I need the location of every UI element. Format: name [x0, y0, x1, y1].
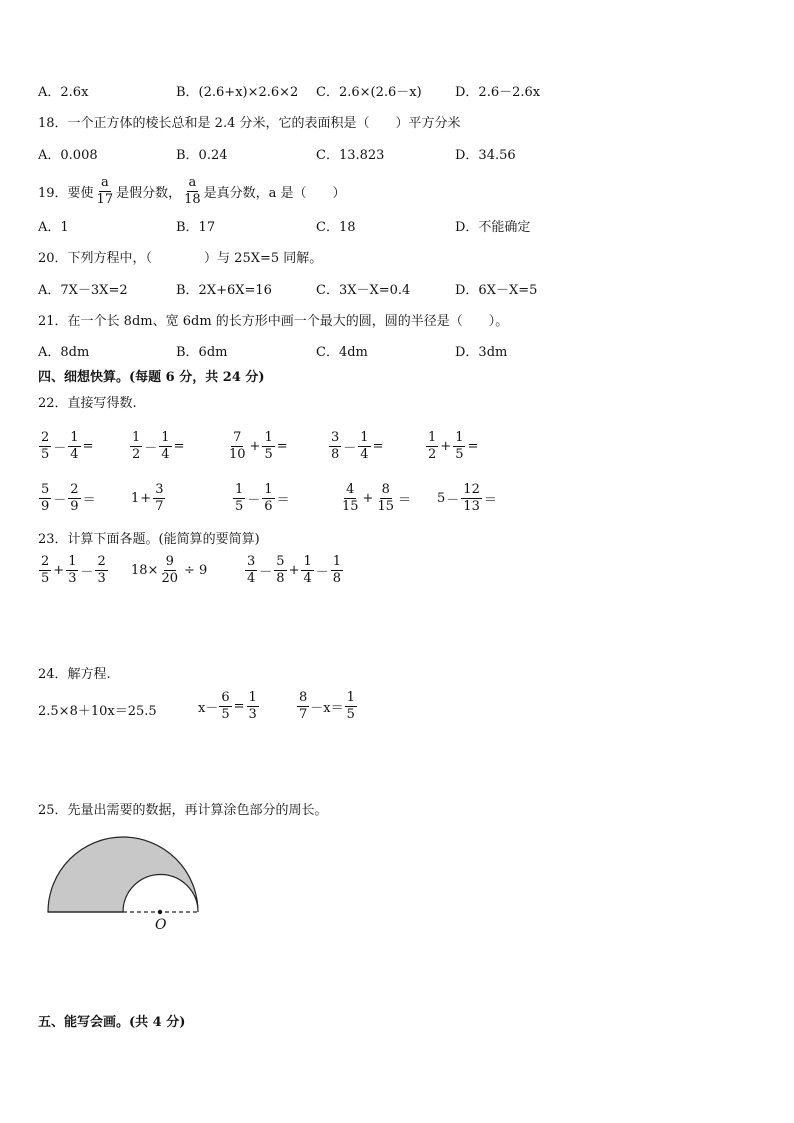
fraction — [358, 431, 370, 461]
fraction — [331, 555, 343, 585]
denominator: 5 — [235, 498, 244, 514]
fraction — [159, 555, 180, 585]
equals-sign: = — [82, 438, 94, 454]
numerator: 1 — [132, 430, 141, 445]
equals-sign: ＝ — [483, 492, 497, 508]
numerator: 1 — [264, 430, 273, 445]
denominator: 8 — [332, 570, 342, 586]
center-label: O — [155, 917, 167, 933]
q20-option-b: B．2X+6X=16 — [176, 283, 272, 298]
q19-prefix: 19．要使 — [38, 185, 94, 201]
q24-equation-2 — [198, 691, 260, 721]
operator: － — [144, 440, 158, 456]
fraction — [153, 483, 165, 513]
fraction — [262, 431, 274, 461]
denominator: 2 — [132, 446, 141, 462]
whole-number: 5 — [437, 490, 446, 506]
operator: － — [446, 492, 460, 508]
numerator: 9 — [165, 554, 174, 569]
q20-option-a: A．7X－3X=2 — [38, 283, 128, 298]
fraction — [66, 555, 78, 585]
q22-expression-3 — [226, 431, 289, 461]
operator: + — [362, 490, 374, 506]
q19-option-c: C．18 — [316, 220, 356, 235]
fraction — [340, 483, 361, 513]
denominator: 5 — [455, 446, 464, 462]
fraction — [375, 483, 396, 513]
denominator: 8 — [276, 570, 285, 586]
fraction — [39, 483, 51, 513]
numerator: 1 — [303, 554, 312, 569]
q18-option-a: A．0.008 — [38, 148, 98, 163]
denominator: 4 — [360, 446, 369, 462]
denominator: 4 — [70, 446, 79, 462]
denominator: 5 — [264, 446, 273, 462]
operator: + — [288, 562, 300, 578]
numerator: 1 — [235, 482, 244, 497]
operator: － — [343, 440, 357, 456]
operator: － — [53, 440, 67, 456]
fraction — [95, 555, 107, 585]
q19-fraction-a-17 — [95, 176, 116, 206]
denominator: 5 — [41, 446, 50, 462]
equals-sign: = — [467, 438, 479, 454]
fraction — [39, 431, 51, 461]
numerator: 3 — [247, 554, 256, 569]
fraction — [345, 691, 357, 721]
numerator: 5 — [276, 554, 285, 569]
whole-number: 1 — [131, 490, 140, 506]
numerator: 1 — [68, 554, 77, 569]
center-point — [158, 910, 162, 914]
equals-sign: = — [233, 698, 245, 714]
q22-expression-5 — [425, 431, 479, 461]
operator: － — [80, 564, 94, 580]
numerator: 4 — [346, 482, 355, 497]
q17-option-a: A．2.6x — [38, 85, 89, 100]
numerator: 1 — [346, 690, 355, 705]
denominator: 4 — [247, 570, 256, 586]
q20-option-c: C．3X－X=0.4 — [316, 283, 411, 298]
shaded-region — [48, 837, 198, 912]
numerator: 2 — [97, 554, 106, 569]
fraction — [426, 431, 438, 461]
operator: + — [53, 562, 65, 578]
q21-option-c: C．4dm — [316, 345, 368, 360]
fraction — [301, 555, 313, 585]
q22-expression-10 — [437, 483, 498, 513]
equals-sign: = — [276, 438, 288, 454]
q19-fraction-a-18 — [182, 176, 203, 206]
q19-option-b: B．17 — [176, 220, 216, 235]
q23-expression-1 — [38, 555, 109, 585]
denominator: 6 — [264, 498, 273, 514]
middle-term: －x＝ — [310, 700, 344, 716]
denominator: 10 — [229, 446, 246, 462]
numerator: 2 — [41, 554, 50, 569]
semicircle-figure — [40, 830, 210, 940]
q21-option-d: D．3dm — [455, 345, 508, 360]
numerator: 1 — [248, 690, 257, 705]
numerator: 7 — [233, 430, 242, 445]
fraction — [233, 483, 245, 513]
denominator: 7 — [299, 706, 308, 722]
equals-sign: ＝ — [82, 492, 96, 508]
numerator: 5 — [41, 482, 50, 497]
q19-question — [38, 176, 346, 206]
q23-expression-3 — [244, 555, 344, 585]
denominator: 15 — [342, 498, 359, 514]
q25-question: 25．先量出需要的数据，再计算涂色部分的周长。 — [38, 803, 328, 818]
q21-question: 21．在一个长 8dm、宽 6dm 的长方形中画一个最大的圆，圆的半径是（ ）。 — [38, 314, 509, 329]
numerator: 1 — [70, 430, 79, 445]
denominator: 13 — [463, 498, 480, 514]
section-4-heading: 四、细想快算。(每题 6 分，共 24 分) — [38, 370, 265, 385]
denominator: 5 — [346, 706, 355, 722]
numerator: a — [100, 175, 109, 190]
q18-option-d: D．34.56 — [455, 148, 516, 163]
section-5-heading: 五、能写会画。(共 4 分) — [38, 1015, 186, 1030]
operator: + — [140, 490, 152, 506]
q23-expression-2 — [131, 555, 207, 585]
q24-equation-1: 2.5×8＋10x＝25.5 — [38, 704, 157, 719]
q18-option-c: C．13.823 — [316, 148, 385, 163]
q19-option-d: D．不能确定 — [455, 220, 531, 235]
fraction — [329, 431, 341, 461]
numerator: 8 — [381, 482, 390, 497]
operator: － — [53, 492, 67, 508]
denominator: 2 — [428, 446, 437, 462]
q24-equation-3 — [296, 691, 358, 721]
operator: － — [315, 564, 329, 580]
q19-mid: 是假分数， — [116, 185, 182, 201]
numerator: 1 — [428, 430, 437, 445]
q17-option-c: C．2.6×(2.6－x) — [316, 85, 422, 100]
denominator: 18 — [184, 191, 201, 207]
fraction — [262, 483, 274, 513]
fraction — [219, 691, 231, 721]
q21-option-b: B．6dm — [176, 345, 228, 360]
q19-option-a: A．1 — [38, 220, 69, 235]
numerator: 12 — [463, 482, 480, 497]
fraction — [130, 431, 142, 461]
q22-expression-7 — [131, 483, 166, 513]
q19-suffix: 是真分数，a 是（ ） — [203, 185, 346, 201]
q22-expression-8 — [232, 483, 291, 513]
numerator: 1 — [360, 430, 369, 445]
fraction — [453, 431, 465, 461]
denominator: 4 — [303, 570, 312, 586]
q21-option-a: A．8dm — [38, 345, 90, 360]
equals-sign: = — [372, 438, 384, 454]
lead-term: 18× — [131, 562, 159, 578]
q22-question: 22．直接写得数. — [38, 396, 137, 411]
denominator: 5 — [41, 570, 50, 586]
numerator: 1 — [264, 482, 273, 497]
q17-option-b: B．(2.6+x)×2.6×2 — [176, 85, 299, 100]
numerator: 2 — [41, 430, 50, 445]
denominator: 8 — [331, 446, 340, 462]
denominator: 3 — [68, 570, 77, 586]
numerator: 6 — [221, 690, 230, 705]
fraction — [297, 691, 309, 721]
numerator: 8 — [299, 690, 308, 705]
q17-option-d: D．2.6－2.6x — [455, 85, 541, 100]
lead-term: x－ — [198, 700, 219, 716]
equals-sign: = — [173, 438, 185, 454]
denominator: 15 — [377, 498, 394, 514]
fraction — [247, 691, 259, 721]
denominator: 3 — [248, 706, 257, 722]
operator: － — [247, 492, 261, 508]
numerator: 3 — [331, 430, 340, 445]
fraction — [39, 555, 51, 585]
denominator: 5 — [221, 706, 230, 722]
denominator: 7 — [155, 498, 164, 514]
operator: － — [259, 564, 273, 580]
numerator: 1 — [161, 430, 170, 445]
fraction — [159, 431, 171, 461]
q22-expression-4 — [328, 431, 384, 461]
q22-expression-2 — [129, 431, 185, 461]
denominator: 9 — [41, 498, 50, 514]
operator: + — [440, 438, 452, 454]
denominator: 9 — [70, 498, 79, 514]
numerator: 3 — [155, 482, 164, 497]
equals-sign: ＝ — [276, 492, 290, 508]
fraction — [274, 555, 286, 585]
q22-expression-9 — [339, 483, 412, 513]
denominator: 4 — [161, 446, 170, 462]
q18-option-b: B．0.24 — [176, 148, 228, 163]
operator: + — [249, 438, 261, 454]
q22-expression-6 — [38, 483, 97, 513]
fraction — [227, 431, 248, 461]
fraction — [68, 431, 80, 461]
fraction — [245, 555, 257, 585]
q23-question: 23．计算下面各题。(能简算的要简算) — [38, 532, 260, 547]
equals-sign: ＝ — [398, 492, 412, 508]
fraction — [68, 483, 80, 513]
q22-expression-1 — [38, 431, 94, 461]
tail-term: ÷ 9 — [183, 562, 208, 578]
q20-option-d: D．6X－X=5 — [455, 283, 538, 298]
q18-question: 18．一个正方体的棱长总和是 2.4 分米，它的表面积是（ ）平方分米 — [38, 116, 461, 131]
denominator: 20 — [161, 570, 178, 586]
numerator: 2 — [70, 482, 79, 497]
denominator: 3 — [97, 570, 106, 586]
q20-question: 20．下列方程中，（ ）与 25X=5 同解。 — [38, 251, 323, 266]
fraction — [461, 483, 482, 513]
q24-question: 24．解方程. — [38, 667, 111, 682]
numerator: 1 — [455, 430, 464, 445]
denominator: 17 — [96, 191, 114, 207]
numerator: a — [188, 175, 197, 190]
numerator: 1 — [332, 554, 342, 569]
